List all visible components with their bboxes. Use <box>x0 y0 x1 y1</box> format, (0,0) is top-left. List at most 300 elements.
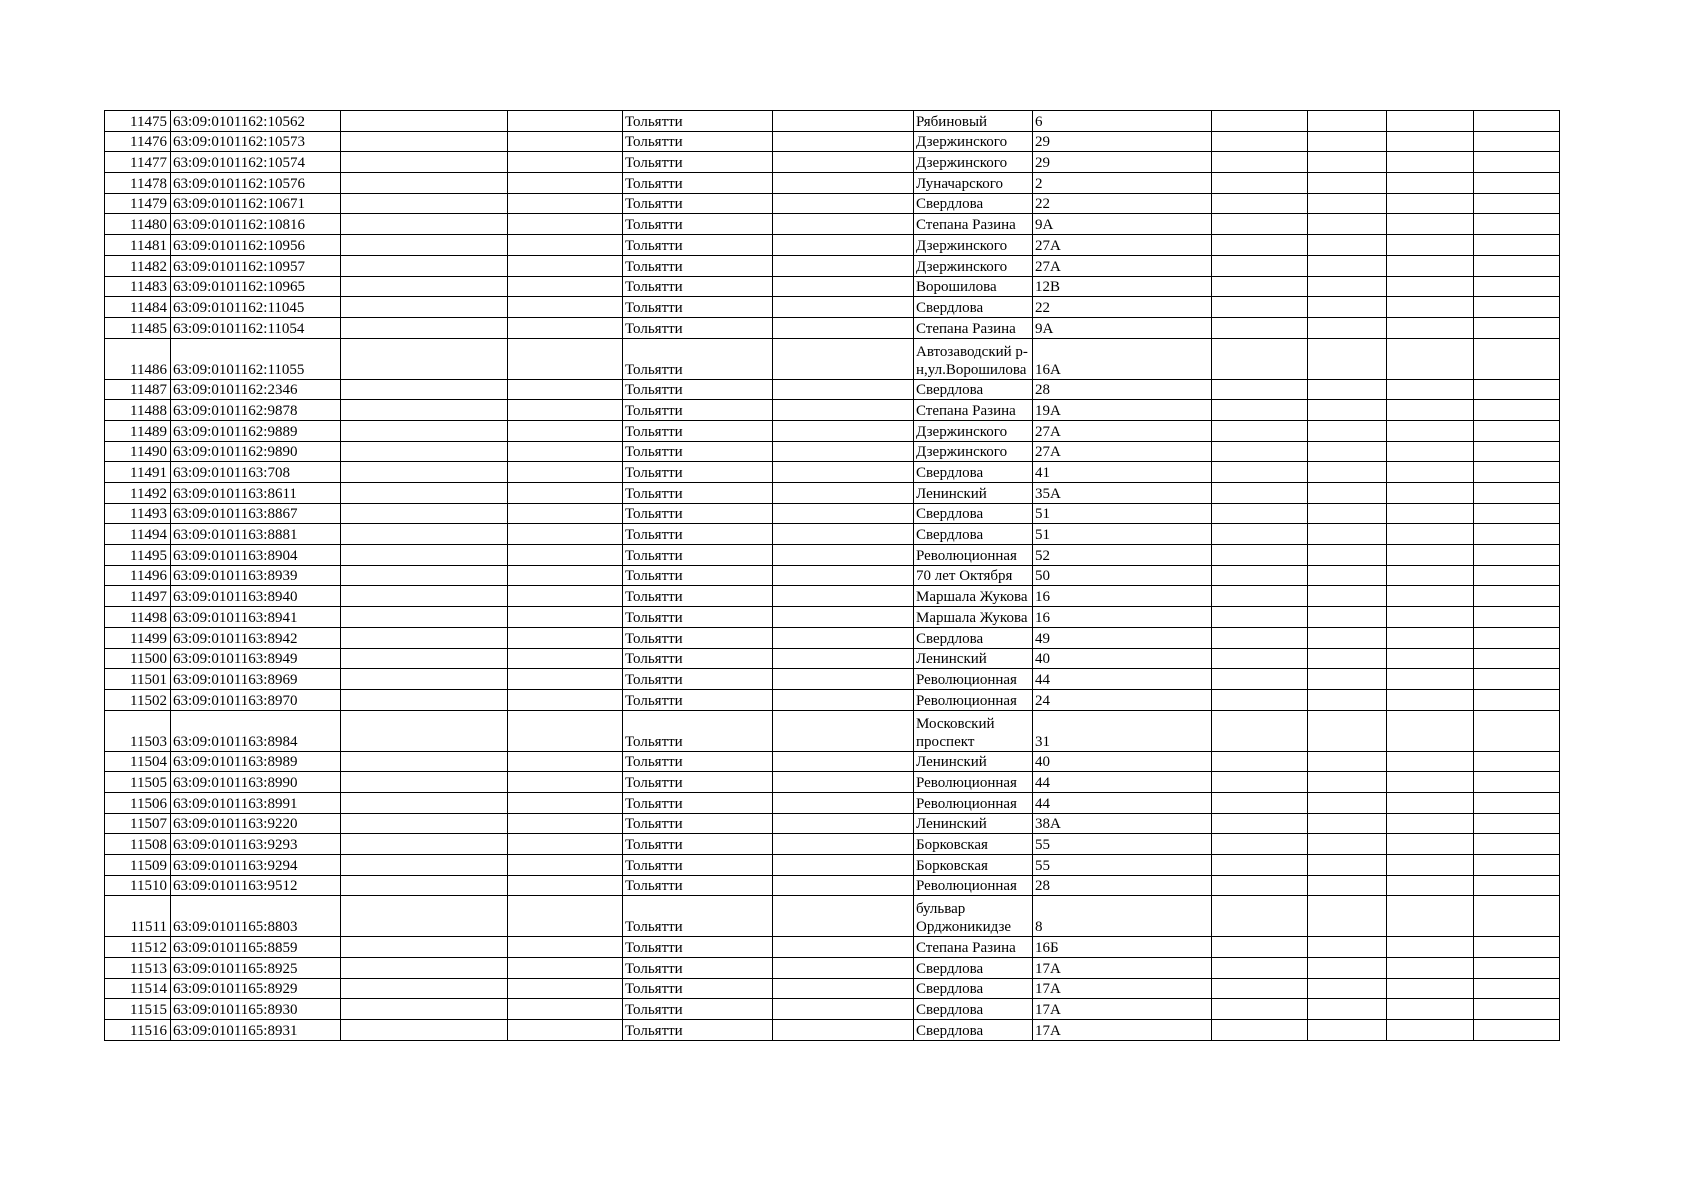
house-number-cell: 24 <box>1033 689 1212 710</box>
empty-cell <box>1474 751 1560 772</box>
empty-cell <box>1474 297 1560 318</box>
street-cell: Революционная <box>914 772 1033 793</box>
empty-cell <box>1212 565 1308 586</box>
empty-cell <box>1474 772 1560 793</box>
empty-cell <box>1308 586 1387 607</box>
city-cell: Тольятти <box>623 462 773 483</box>
empty-cell <box>1308 978 1387 999</box>
house-number-cell: 55 <box>1033 834 1212 855</box>
street-cell: Свердлова <box>914 627 1033 648</box>
city-cell: Тольятти <box>623 441 773 462</box>
house-number-cell: 51 <box>1033 524 1212 545</box>
empty-cell <box>1212 772 1308 793</box>
empty-cell <box>1212 813 1308 834</box>
house-number-cell: 44 <box>1033 669 1212 690</box>
city-cell: Тольятти <box>623 648 773 669</box>
table-row <box>105 607 1560 628</box>
empty-cell <box>341 193 508 214</box>
empty-cell <box>1308 607 1387 628</box>
city-cell: Тольятти <box>623 524 773 545</box>
empty-cell <box>341 772 508 793</box>
empty-cell <box>508 772 623 793</box>
empty-cell <box>1474 524 1560 545</box>
empty-cell <box>773 214 914 235</box>
empty-cell <box>1474 338 1560 379</box>
empty-cell <box>341 131 508 152</box>
house-number-cell: 16Б <box>1033 937 1212 958</box>
empty-cell <box>341 978 508 999</box>
empty-cell <box>1212 669 1308 690</box>
cadastral-number-cell: 63:09:0101163:8904 <box>171 545 341 566</box>
row-number-cell: 11493 <box>105 503 171 524</box>
empty-cell <box>341 834 508 855</box>
house-number-cell: 50 <box>1033 565 1212 586</box>
street-cell: Свердлова <box>914 1020 1033 1041</box>
cadastral-number-cell: 63:09:0101162:2346 <box>171 379 341 400</box>
empty-cell <box>508 896 623 937</box>
empty-cell <box>773 338 914 379</box>
house-number-cell: 9А <box>1033 214 1212 235</box>
empty-cell <box>773 152 914 173</box>
row-number-cell: 11501 <box>105 669 171 690</box>
cadastral-number-cell: 63:09:0101162:11055 <box>171 338 341 379</box>
empty-cell <box>1212 420 1308 441</box>
empty-cell <box>1308 420 1387 441</box>
empty-cell <box>341 545 508 566</box>
empty-cell <box>1387 111 1474 132</box>
empty-cell <box>1474 855 1560 876</box>
empty-cell <box>1474 896 1560 937</box>
empty-cell <box>1308 937 1387 958</box>
empty-cell <box>1212 297 1308 318</box>
empty-cell <box>341 317 508 338</box>
empty-cell <box>773 131 914 152</box>
empty-cell <box>1308 503 1387 524</box>
city-cell: Тольятти <box>623 607 773 628</box>
empty-cell <box>341 111 508 132</box>
empty-cell <box>1387 978 1474 999</box>
table-row <box>105 937 1560 958</box>
empty-cell <box>1387 483 1474 504</box>
table-row <box>105 545 1560 566</box>
empty-cell <box>1308 441 1387 462</box>
empty-cell <box>773 710 914 751</box>
empty-cell <box>773 937 914 958</box>
empty-cell <box>1387 152 1474 173</box>
empty-cell <box>1387 958 1474 979</box>
street-cell: Степана Разина <box>914 400 1033 421</box>
street-cell: Революционная <box>914 689 1033 710</box>
street-cell: Маршала Жукова <box>914 586 1033 607</box>
city-cell: Тольятти <box>623 689 773 710</box>
cadastral-number-cell: 63:09:0101162:10671 <box>171 193 341 214</box>
house-number-cell: 41 <box>1033 462 1212 483</box>
cadastral-number-cell: 63:09:0101165:8803 <box>171 896 341 937</box>
empty-cell <box>1308 710 1387 751</box>
empty-cell <box>1308 751 1387 772</box>
empty-cell <box>1212 607 1308 628</box>
city-cell: Тольятти <box>623 751 773 772</box>
empty-cell <box>1474 131 1560 152</box>
empty-cell <box>1308 855 1387 876</box>
street-cell: Ворошилова <box>914 276 1033 297</box>
row-number-cell: 11499 <box>105 627 171 648</box>
street-cell: Маршала Жукова <box>914 607 1033 628</box>
house-number-cell: 28 <box>1033 875 1212 896</box>
empty-cell <box>1474 627 1560 648</box>
row-number-cell: 11491 <box>105 462 171 483</box>
empty-cell <box>341 255 508 276</box>
empty-cell <box>1212 152 1308 173</box>
empty-cell <box>1308 772 1387 793</box>
empty-cell <box>1308 317 1387 338</box>
empty-cell <box>341 152 508 173</box>
empty-cell <box>508 483 623 504</box>
empty-cell <box>1474 276 1560 297</box>
empty-cell <box>341 627 508 648</box>
city-cell: Тольятти <box>623 1020 773 1041</box>
empty-cell <box>1474 689 1560 710</box>
cadastral-number-cell: 63:09:0101163:8949 <box>171 648 341 669</box>
street-cell: Ленинский <box>914 751 1033 772</box>
empty-cell <box>1387 235 1474 256</box>
empty-cell <box>508 586 623 607</box>
cadastral-number-cell: 63:09:0101163:8940 <box>171 586 341 607</box>
house-number-cell: 51 <box>1033 503 1212 524</box>
empty-cell <box>341 173 508 194</box>
empty-cell <box>773 813 914 834</box>
empty-cell <box>1212 896 1308 937</box>
house-number-cell: 16 <box>1033 586 1212 607</box>
city-cell: Тольятти <box>623 710 773 751</box>
empty-cell <box>773 627 914 648</box>
empty-cell <box>1387 462 1474 483</box>
empty-cell <box>1308 214 1387 235</box>
street-cell: 70 лет Октября <box>914 565 1033 586</box>
empty-cell <box>508 937 623 958</box>
street-cell: Революционная <box>914 545 1033 566</box>
empty-cell <box>1212 855 1308 876</box>
street-cell: Дзержинского <box>914 255 1033 276</box>
row-number-cell: 11485 <box>105 317 171 338</box>
cadastral-number-cell: 63:09:0101163:8984 <box>171 710 341 751</box>
empty-cell <box>1387 338 1474 379</box>
empty-cell <box>1212 173 1308 194</box>
empty-cell <box>1387 607 1474 628</box>
table-row <box>105 586 1560 607</box>
empty-cell <box>341 338 508 379</box>
table-row <box>105 565 1560 586</box>
cadastral-number-cell: 63:09:0101163:8611 <box>171 483 341 504</box>
house-number-cell: 22 <box>1033 297 1212 318</box>
empty-cell <box>1212 441 1308 462</box>
empty-cell <box>1308 297 1387 318</box>
empty-cell <box>1474 255 1560 276</box>
empty-cell <box>341 462 508 483</box>
street-cell: Луначарского <box>914 173 1033 194</box>
cadastral-number-cell: 63:09:0101163:9293 <box>171 834 341 855</box>
empty-cell <box>1308 1020 1387 1041</box>
empty-cell <box>773 586 914 607</box>
row-number-cell: 11495 <box>105 545 171 566</box>
empty-cell <box>1308 152 1387 173</box>
empty-cell <box>1474 214 1560 235</box>
empty-cell <box>341 792 508 813</box>
empty-cell <box>773 235 914 256</box>
cadastral-number-cell: 63:09:0101162:10956 <box>171 235 341 256</box>
street-cell: Свердлова <box>914 297 1033 318</box>
row-number-cell: 11506 <box>105 792 171 813</box>
row-number-cell: 11489 <box>105 420 171 441</box>
empty-cell <box>1387 565 1474 586</box>
table-row <box>105 297 1560 318</box>
empty-cell <box>773 255 914 276</box>
empty-cell <box>1308 483 1387 504</box>
empty-cell <box>1308 255 1387 276</box>
empty-cell <box>341 276 508 297</box>
empty-cell <box>508 400 623 421</box>
city-cell: Тольятти <box>623 855 773 876</box>
empty-cell <box>341 999 508 1020</box>
row-number-cell: 11513 <box>105 958 171 979</box>
empty-cell <box>1474 173 1560 194</box>
row-number-cell: 11508 <box>105 834 171 855</box>
empty-cell <box>1308 896 1387 937</box>
empty-cell <box>1387 441 1474 462</box>
table-row <box>105 875 1560 896</box>
empty-cell <box>1387 297 1474 318</box>
empty-cell <box>1387 813 1474 834</box>
empty-cell <box>773 545 914 566</box>
empty-cell <box>1387 524 1474 545</box>
street-cell: Дзержинского <box>914 235 1033 256</box>
house-number-cell: 27А <box>1033 235 1212 256</box>
city-cell: Тольятти <box>623 297 773 318</box>
empty-cell <box>341 813 508 834</box>
empty-cell <box>1308 545 1387 566</box>
empty-cell <box>508 276 623 297</box>
empty-cell <box>773 297 914 318</box>
empty-cell <box>773 648 914 669</box>
empty-cell <box>508 173 623 194</box>
empty-cell <box>1474 111 1560 132</box>
city-cell: Тольятти <box>623 669 773 690</box>
empty-cell <box>1387 751 1474 772</box>
table-row <box>105 792 1560 813</box>
street-cell: Свердлова <box>914 503 1033 524</box>
table-row <box>105 896 1560 937</box>
cadastral-number-cell: 63:09:0101162:9890 <box>171 441 341 462</box>
empty-cell <box>773 462 914 483</box>
city-cell: Тольятти <box>623 338 773 379</box>
empty-cell <box>341 855 508 876</box>
empty-cell <box>773 751 914 772</box>
table-row <box>105 999 1560 1020</box>
empty-cell <box>1387 131 1474 152</box>
cadastral-number-cell: 63:09:0101165:8929 <box>171 978 341 999</box>
house-number-cell: 22 <box>1033 193 1212 214</box>
table-row <box>105 813 1560 834</box>
empty-cell <box>341 420 508 441</box>
empty-cell <box>341 235 508 256</box>
empty-cell <box>1212 999 1308 1020</box>
house-number-cell: 29 <box>1033 152 1212 173</box>
city-cell: Тольятти <box>623 235 773 256</box>
empty-cell <box>1474 193 1560 214</box>
empty-cell <box>508 255 623 276</box>
street-cell: Степана Разина <box>914 214 1033 235</box>
house-number-cell: 27А <box>1033 441 1212 462</box>
empty-cell <box>1308 131 1387 152</box>
empty-cell <box>1212 111 1308 132</box>
empty-cell <box>1387 855 1474 876</box>
empty-cell <box>773 607 914 628</box>
empty-cell <box>1308 462 1387 483</box>
empty-cell <box>773 999 914 1020</box>
empty-cell <box>1474 400 1560 421</box>
empty-cell <box>508 317 623 338</box>
empty-cell <box>1212 276 1308 297</box>
empty-cell <box>1387 400 1474 421</box>
empty-cell <box>773 441 914 462</box>
empty-cell <box>508 999 623 1020</box>
empty-cell <box>1474 607 1560 628</box>
table-row <box>105 751 1560 772</box>
empty-cell <box>1474 586 1560 607</box>
street-cell: Степана Разина <box>914 317 1033 338</box>
table-row <box>105 131 1560 152</box>
empty-cell <box>1474 958 1560 979</box>
empty-cell <box>1387 545 1474 566</box>
table-body <box>105 111 1560 1041</box>
empty-cell <box>341 565 508 586</box>
empty-cell <box>773 420 914 441</box>
empty-cell <box>1212 958 1308 979</box>
empty-cell <box>1212 317 1308 338</box>
cadastral-number-cell: 63:09:0101165:8930 <box>171 999 341 1020</box>
house-number-cell: 17А <box>1033 978 1212 999</box>
city-cell: Тольятти <box>623 420 773 441</box>
row-number-cell: 11480 <box>105 214 171 235</box>
empty-cell <box>1212 689 1308 710</box>
city-cell: Тольятти <box>623 503 773 524</box>
empty-cell <box>1474 152 1560 173</box>
city-cell: Тольятти <box>623 111 773 132</box>
empty-cell <box>773 111 914 132</box>
empty-cell <box>1474 648 1560 669</box>
cadastral-number-cell: 63:09:0101163:8989 <box>171 751 341 772</box>
city-cell: Тольятти <box>623 131 773 152</box>
empty-cell <box>1387 834 1474 855</box>
house-number-cell: 31 <box>1033 710 1212 751</box>
row-number-cell: 11504 <box>105 751 171 772</box>
empty-cell <box>1387 999 1474 1020</box>
street-cell: Дзержинского <box>914 420 1033 441</box>
street-cell: Свердлова <box>914 462 1033 483</box>
house-number-cell: 40 <box>1033 751 1212 772</box>
table-row <box>105 193 1560 214</box>
table-row <box>105 235 1560 256</box>
cadastral-number-cell: 63:09:0101162:9878 <box>171 400 341 421</box>
table-row <box>105 441 1560 462</box>
cadastral-number-cell: 63:09:0101162:10574 <box>171 152 341 173</box>
empty-cell <box>1308 834 1387 855</box>
empty-cell <box>1308 689 1387 710</box>
empty-cell <box>341 441 508 462</box>
house-number-cell: 40 <box>1033 648 1212 669</box>
empty-cell <box>1387 317 1474 338</box>
empty-cell <box>1212 648 1308 669</box>
table-row <box>105 689 1560 710</box>
empty-cell <box>1212 483 1308 504</box>
row-number-cell: 11490 <box>105 441 171 462</box>
street-cell: Свердлова <box>914 958 1033 979</box>
house-number-cell: 44 <box>1033 792 1212 813</box>
house-number-cell: 6 <box>1033 111 1212 132</box>
table-row <box>105 276 1560 297</box>
empty-cell <box>1387 689 1474 710</box>
table-row <box>105 152 1560 173</box>
city-cell: Тольятти <box>623 276 773 297</box>
empty-cell <box>1212 462 1308 483</box>
empty-cell <box>1474 710 1560 751</box>
empty-cell <box>1212 214 1308 235</box>
street-cell: Революционная <box>914 875 1033 896</box>
city-cell: Тольятти <box>623 627 773 648</box>
table-row <box>105 420 1560 441</box>
table-row <box>105 855 1560 876</box>
cadastral-number-cell: 63:09:0101163:708 <box>171 462 341 483</box>
table-row <box>105 400 1560 421</box>
city-cell: Тольятти <box>623 255 773 276</box>
cadastral-number-cell: 63:09:0101163:8881 <box>171 524 341 545</box>
empty-cell <box>1212 627 1308 648</box>
empty-cell <box>1308 792 1387 813</box>
row-number-cell: 11510 <box>105 875 171 896</box>
table-row <box>105 834 1560 855</box>
empty-cell <box>508 503 623 524</box>
empty-cell <box>1387 669 1474 690</box>
row-number-cell: 11475 <box>105 111 171 132</box>
table-row <box>105 627 1560 648</box>
empty-cell <box>508 875 623 896</box>
empty-cell <box>1387 214 1474 235</box>
empty-cell <box>341 896 508 937</box>
house-number-cell: 8 <box>1033 896 1212 937</box>
empty-cell <box>1212 503 1308 524</box>
empty-cell <box>1387 627 1474 648</box>
empty-cell <box>341 503 508 524</box>
row-number-cell: 11511 <box>105 896 171 937</box>
empty-cell <box>773 896 914 937</box>
empty-cell <box>508 379 623 400</box>
house-number-cell: 29 <box>1033 131 1212 152</box>
city-cell: Тольятти <box>623 586 773 607</box>
table-row <box>105 255 1560 276</box>
cadastral-number-cell: 63:09:0101165:8925 <box>171 958 341 979</box>
empty-cell <box>508 689 623 710</box>
table-row <box>105 338 1560 379</box>
empty-cell <box>508 855 623 876</box>
empty-cell <box>341 586 508 607</box>
city-cell: Тольятти <box>623 958 773 979</box>
empty-cell <box>1387 896 1474 937</box>
empty-cell <box>508 235 623 256</box>
empty-cell <box>773 875 914 896</box>
house-number-cell: 38А <box>1033 813 1212 834</box>
registry-table <box>104 110 1560 1041</box>
table-row <box>105 173 1560 194</box>
